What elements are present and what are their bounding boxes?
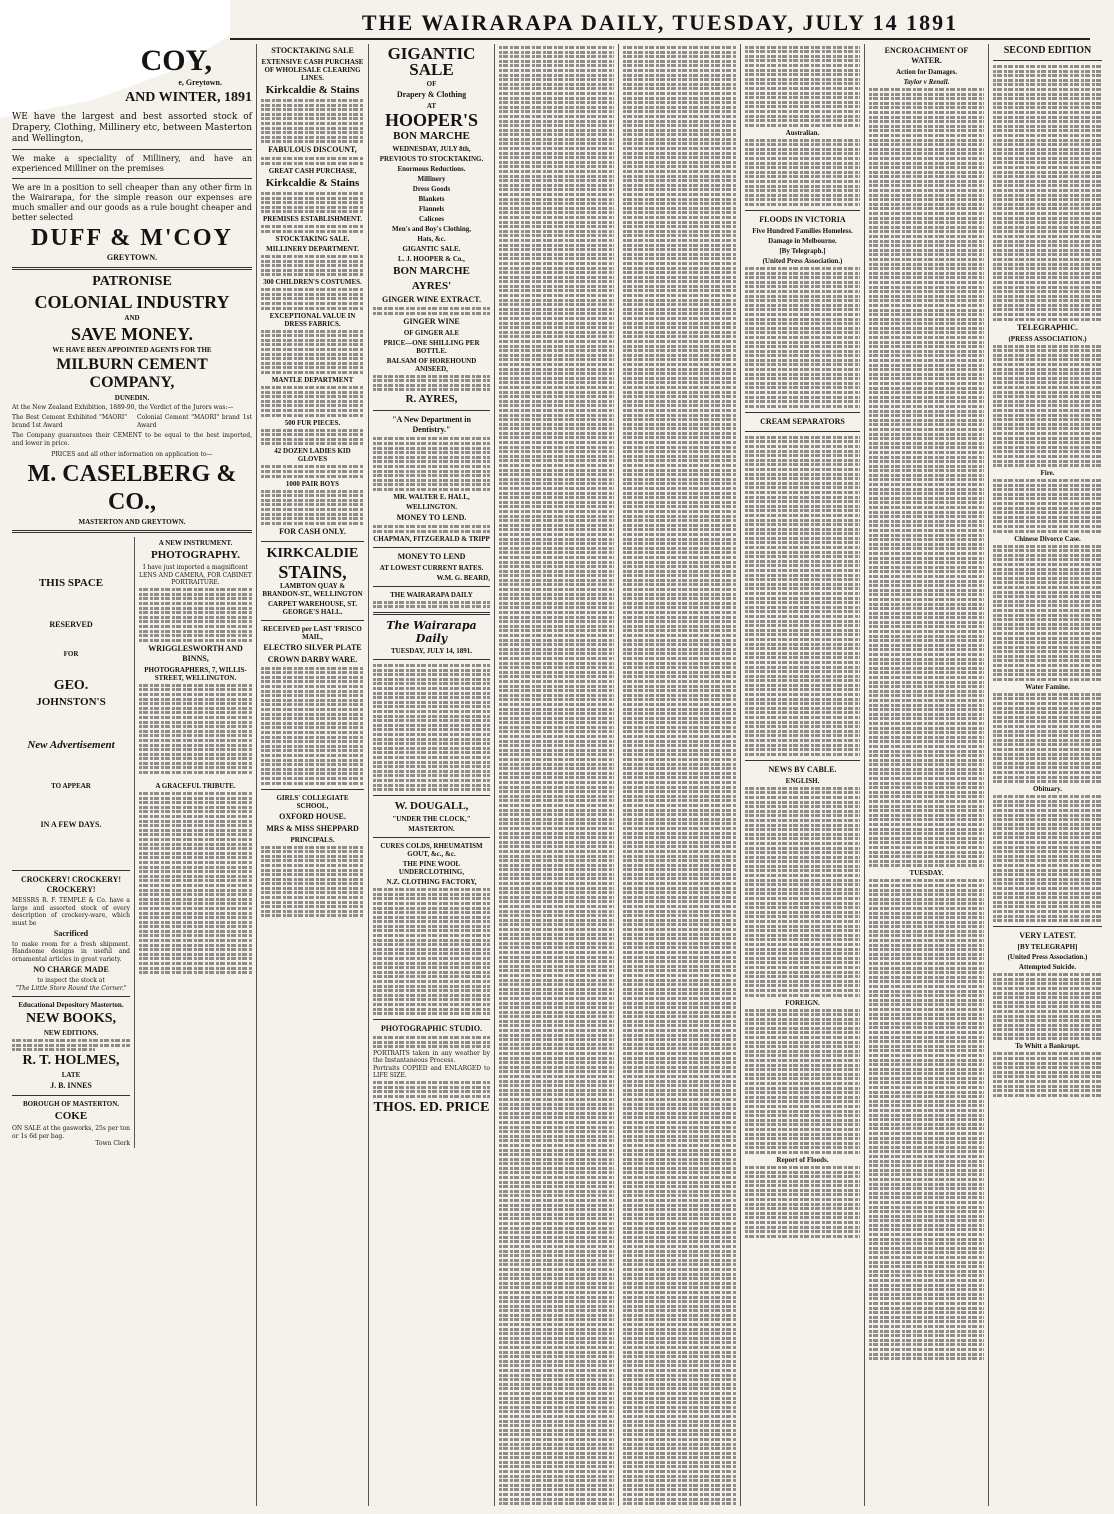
- verdict-left: The Best Cement Exhibited "MAORI" brand 1st Award: [12, 414, 127, 429]
- bankrupt-heading: To Whitt a Bankrupt.: [1015, 1042, 1080, 1051]
- electro-heading: ELECTRO SILVER PLATE: [263, 642, 362, 652]
- english-heading: ENGLISH.: [785, 776, 820, 785]
- bon-marche-heading: BON MARCHE: [393, 130, 470, 142]
- assoc-text: (United Press Association.): [762, 257, 843, 265]
- crown-darby-heading: CROWN DARBY WARE.: [267, 654, 358, 664]
- duff-mccoy-heading: DUFF & M'COY: [31, 225, 233, 251]
- ayres-heading: AYRES': [411, 280, 452, 292]
- hoopers-heading: HOOPER'S: [384, 110, 478, 130]
- cures-heading: CURES COLDS, RHEUMATISM GOUT, &c., &c.: [380, 842, 483, 859]
- ayres-signature: R. AYRES,: [405, 393, 458, 406]
- ginger-ale-text: OF GINGER ALE: [403, 328, 460, 337]
- reserved-heading: RESERVED: [49, 620, 93, 630]
- photography-heading: PHOTOGRAPHY.: [151, 549, 240, 562]
- tuesday-heading: TUESDAY.: [909, 869, 944, 878]
- received-text: RECEIVED per LAST 'FRISCO MAIL,: [263, 624, 362, 641]
- report-floods-heading: Report of Floods.: [776, 1155, 829, 1164]
- column-1: [8, 44, 256, 1506]
- paper-date: TUESDAY, JULY 14, 1891.: [390, 647, 473, 656]
- balsam-heading: BALSAM OF HOREHOUND ANISEED,: [386, 356, 477, 373]
- enlarged-text: Portraits COPIED and ENLARGED to LIFE SIZE.: [373, 1064, 490, 1080]
- ginger-wine-2: GINGER WINE: [403, 316, 460, 326]
- holmes-heading: R. T. HOLMES,: [22, 1053, 120, 1069]
- sacrificed-body: to make room for a fresh shipment. Handsome designs in useful and ornamental articles in great variety.: [12, 941, 130, 963]
- premises-heading: PREMISES ESTABLISHMENT.: [263, 215, 362, 224]
- geo-heading: GEO.: [53, 678, 89, 694]
- borough-text: BOROUGH OF MASTERTON.: [22, 1100, 119, 1109]
- photo-studio-heading: PHOTOGRAPHIC STUDIO.: [380, 1024, 483, 1034]
- beard-text: W.M. G. BEARD,: [436, 573, 490, 582]
- reductions-text: Enormous Reductions.: [397, 165, 466, 173]
- by-telegraph-text: [BY TELEGRAPH]: [1017, 943, 1078, 952]
- encroachment-heading: ENCROACHMENT OF WATER.: [884, 46, 969, 65]
- money-lend-heading: MONEY TO LEND.: [396, 512, 467, 522]
- stocktaking-sale-text: STOCKTAKING SALE.: [275, 234, 350, 243]
- foreign-heading: FOREIGN.: [785, 998, 820, 1007]
- season-heading: AND WINTER, 1891: [125, 90, 252, 105]
- childrens-heading: 300 CHILDREN'S COSTUMES.: [263, 278, 362, 287]
- column-8: [988, 44, 1106, 1506]
- caselberg-heading: M. CASELBERG & CO.,: [27, 461, 237, 516]
- colonial-industry-heading: COLONIAL INDUSTRY: [34, 292, 230, 312]
- wairarapa-daily-text: THE WAIRARAPA DAILY: [390, 590, 473, 599]
- paper-masthead: The Wairarapa Daily: [386, 619, 477, 646]
- stocktaking-heading: STOCKTAKING SALE: [271, 46, 354, 55]
- milburn-heading: MILBURN CEMENT COMPANY,: [56, 356, 208, 391]
- previous-text: PREVIOUS TO STOCKTAKING.: [379, 155, 484, 163]
- new-instrument: A NEW INSTRUMENT.: [158, 539, 233, 548]
- millinery-text: We make a speciality of Millinery, and have an experienced Milliner on the premises: [12, 154, 252, 173]
- edu-depository: Educational Depository Masterton.: [18, 1001, 124, 1010]
- action-damages-heading: Action for Damages.: [895, 68, 958, 76]
- column-3: [368, 44, 494, 1506]
- news-cable-heading: NEWS BY CABLE.: [768, 764, 837, 774]
- dentistry-heading: "A New Department in Dentistry.": [392, 415, 471, 435]
- fabulous-heading: FABULOUS DISCOUNT,: [268, 145, 357, 155]
- gigantic-sale-2: GIGANTIC SALE.: [402, 245, 461, 253]
- prices-text: PRICES and all other information on application to—: [51, 451, 213, 459]
- principals-text: PRINCIPALS.: [290, 835, 335, 844]
- chinese-divorce-heading: Chinese Divorce Case.: [1014, 534, 1081, 543]
- johnston-heading: JOHNSTON'S: [36, 696, 106, 709]
- town-clerk: Town Clerk: [95, 1140, 130, 1148]
- coke-heading: COKE: [54, 1110, 88, 1123]
- late-text: LATE: [61, 1071, 81, 1080]
- floods-heading: FLOODS IN VICTORIA: [759, 215, 846, 224]
- coke-body: ON SALE at the gasworks, 25s per ton or 1s 6d per bag.: [12, 1125, 130, 1140]
- item-millinery: Millinery: [417, 175, 446, 183]
- column-6: [740, 44, 864, 1506]
- intro-text: WE have the largest and best assorted stock of Drapery, Clothing, Millinery etc, between Masterton and Wellington,: [12, 112, 252, 144]
- no-charge-heading: NO CHARGE MADE: [33, 965, 109, 975]
- boys-heading: 1000 PAIR BOYS: [285, 479, 340, 488]
- second-edition-heading: SECOND EDITION: [1003, 45, 1092, 56]
- item-dress-goods: Dress Goods: [412, 185, 451, 193]
- caselberg-town: MASTERTON AND GREYTOWN.: [78, 518, 186, 527]
- column-4-text: [499, 46, 614, 1506]
- ginger-wine-heading: GINGER WINE EXTRACT.: [381, 295, 482, 304]
- obituary-heading: Obituary.: [1033, 785, 1062, 794]
- portraits-text: PORTRAITS taken in any weather by the Instantaneous Process.: [373, 1049, 490, 1065]
- girls-school-heading: GIRLS' COLLEGIATE SCHOOL,: [276, 793, 349, 810]
- and-text: AND: [124, 314, 140, 322]
- kirkcaldie-big: KIRKCALDIE: [266, 545, 359, 561]
- press-association-text: (PRESS ASSOCIATION.): [1008, 334, 1087, 343]
- exceptional-heading: EXCEPTIONAL VALUE IN DRESS FABRICS.: [269, 311, 356, 328]
- pine-wool-heading: THE PINE WOOL UNDERCLOTHING,: [398, 860, 465, 877]
- attempted-suicide-heading: Attempted Suicide.: [1018, 963, 1077, 972]
- wednesday-text: WEDNESDAY, JULY 8th,: [392, 145, 471, 153]
- coy-heading: COY,: [140, 44, 212, 77]
- tribute-heading: A GRACEFUL TRIBUTE.: [155, 782, 236, 791]
- wellington-text: WELLINGTON.: [405, 502, 458, 511]
- inspect-text: to inspect the stock at: [37, 977, 105, 985]
- fire-heading: Fire.: [1040, 469, 1055, 478]
- column-5: [618, 44, 740, 1506]
- greytown-heading: e, Greytown.: [178, 78, 222, 87]
- new-advertisement: New Advertisement: [27, 739, 115, 752]
- price-heading: THOS. ED. PRICE: [373, 1099, 490, 1115]
- sheppard-heading: MRS & MISS SHEPPARD: [266, 823, 359, 833]
- appointed-text: WE HAVE BEEN APPOINTED AGENTS FOR THE: [52, 346, 212, 354]
- mantle-heading: MANTLE DEPARTMENT: [271, 376, 354, 384]
- cream-separators-heading: CREAM SEPARATORS: [760, 416, 845, 426]
- telegraph-text: [By Telegraph.]: [779, 247, 826, 255]
- carpet-text: CARPET WAREHOUSE, ST. GEORGE'S HALL.: [267, 599, 358, 616]
- damage-heading: Damage in Melbourne.: [768, 237, 837, 245]
- wrigglesworth-heading: WRIGGLESWORTH AND BINNS,: [148, 643, 243, 663]
- dunedin-text: DUNEDIN.: [114, 394, 150, 402]
- kirkcaldie-heading-1: Kirkcaldie & Stains: [265, 84, 360, 96]
- lambton-text: LAMBTON QUAY & BRANDON-ST., WELLINGTON: [262, 581, 363, 598]
- column-2: [256, 44, 368, 1506]
- homeless-heading: Five Hundred Families Homeless.: [752, 227, 853, 235]
- photographers-text: PHOTOGRAPHERS, 7, WILLIS-STREET, WELLINGTON.: [144, 665, 247, 682]
- money-lend-2: MONEY TO LEND: [397, 551, 466, 561]
- few-days-text: IN A FEW DAYS.: [40, 820, 102, 830]
- masterton-text: MASTERTON.: [408, 825, 455, 834]
- dougall-heading: W. DOUGALL,: [394, 800, 469, 813]
- telegraphic-heading: TELEGRAPHIC.: [1016, 322, 1079, 332]
- gigantic-sale-heading: GIGANTIC SALE: [387, 44, 476, 79]
- australian-heading: Australian.: [785, 128, 820, 137]
- at-text: AT: [426, 102, 437, 110]
- millinery-dept-heading: MILLINERY DEPARTMENT.: [266, 244, 359, 253]
- water-famine-heading: Water Famine.: [1025, 682, 1070, 691]
- furs-heading: 500 FUR PIECES.: [284, 418, 341, 427]
- new-books-heading: NEW BOOKS,: [26, 1011, 116, 1027]
- of-text: OF: [426, 80, 437, 88]
- crockery-heading: CROCKERY! CROCKERY! CROCKERY!: [20, 875, 122, 895]
- bon-marche-2: BON MARCHE: [393, 265, 470, 277]
- very-latest-heading: VERY LATEST.: [1019, 931, 1076, 941]
- position-text: We are in a position to sell cheaper than any other firm in the Wairarapa, for the simple reason our expenses are much smaller and our goods as a rule bought cheaper and better selected: [12, 183, 252, 222]
- innes-text: J. B. INNES: [50, 1081, 92, 1091]
- new-editions: NEW EDITIONS.: [43, 1029, 99, 1038]
- taylor-renall-heading: Taylor v Renall.: [903, 78, 950, 86]
- drapery-heading: Drapery & Clothing: [396, 90, 467, 99]
- this-space-heading: THIS SPACE: [38, 577, 104, 590]
- column-7: [864, 44, 988, 1506]
- price-text: PRICE—ONE SHILLING PER BOTTLE.: [383, 338, 480, 355]
- stains-big: STAINS,: [278, 561, 347, 582]
- chapman-text: CHAPMAN, FITZGERALD & TRIPP: [373, 534, 490, 543]
- exhibition-text: At the New Zealand Exhibition, 1889-90, the Verdict of the Jurors was:—: [12, 404, 234, 411]
- masthead: THE WAIRARAPA DAILY, TUESDAY, JULY 14 1891: [230, 10, 1090, 40]
- crockery-body: MESSRS R. F. TEMPLE & Co. have a large and assorted stock of every description of crockery-ware, which must be: [12, 897, 130, 927]
- kirkcaldie-heading-2: Kirkcaldie & Stains: [265, 176, 360, 189]
- item-hats: Hats, &c.: [417, 235, 446, 243]
- column-4: [494, 44, 618, 1506]
- little-store-text: "The Little Store Round the Corner.": [15, 984, 127, 992]
- to-appear-text: TO APPEAR: [51, 782, 91, 791]
- item-mens: Men's and Boy's Clothing,: [392, 225, 471, 233]
- item-calicoes: Calicoes: [419, 215, 444, 223]
- sacrificed-heading: Sacrificed: [53, 929, 89, 939]
- save-money-heading: SAVE MONEY.: [70, 324, 194, 344]
- great-cash-heading: GREAT CASH PURCHASE,: [268, 166, 357, 175]
- gloves-heading: 42 DOZEN LADIES KID GLOVES: [274, 447, 351, 464]
- column-5-text: [623, 46, 736, 1506]
- firm-town: GREYTOWN.: [106, 253, 158, 262]
- for-text: FOR: [63, 650, 79, 659]
- walter-hall: MR. WALTER E. HALL,: [393, 492, 470, 501]
- guarantee-text: The Company guarantees their CEMENT to be equal to the best imported, and lower in price.: [12, 432, 252, 447]
- item-flannels: Flannels: [418, 205, 445, 213]
- item-blankets: Blankets: [418, 195, 445, 203]
- photography-body: I have just imported a magnificent LENS AND CAMERA, FOR CABINET PORTRAITURE.: [139, 564, 252, 587]
- united-press-text: (United Press Association.): [1007, 953, 1088, 962]
- lowest-rates: AT LOWEST CURRENT RATES.: [379, 563, 484, 572]
- oxford-house-heading: OXFORD HOUSE.: [279, 811, 346, 821]
- hooper-co-text: L. J. HOOPER & Co.,: [398, 255, 465, 263]
- cash-only-heading: FOR CASH ONLY.: [279, 526, 346, 536]
- verdict-right: Colonial Cement "MAORI" brand 1st Award: [137, 414, 252, 429]
- nz-clothing-heading: N.Z. CLOTHING FACTORY,: [386, 878, 477, 887]
- wholesale-text: EXTENSIVE CASH PURCHASE OF WHOLESALE CLEARING LINES.: [261, 58, 364, 82]
- patronise-heading: PATRONISE: [92, 274, 172, 289]
- under-clock: "UNDER THE CLOCK,": [392, 815, 471, 824]
